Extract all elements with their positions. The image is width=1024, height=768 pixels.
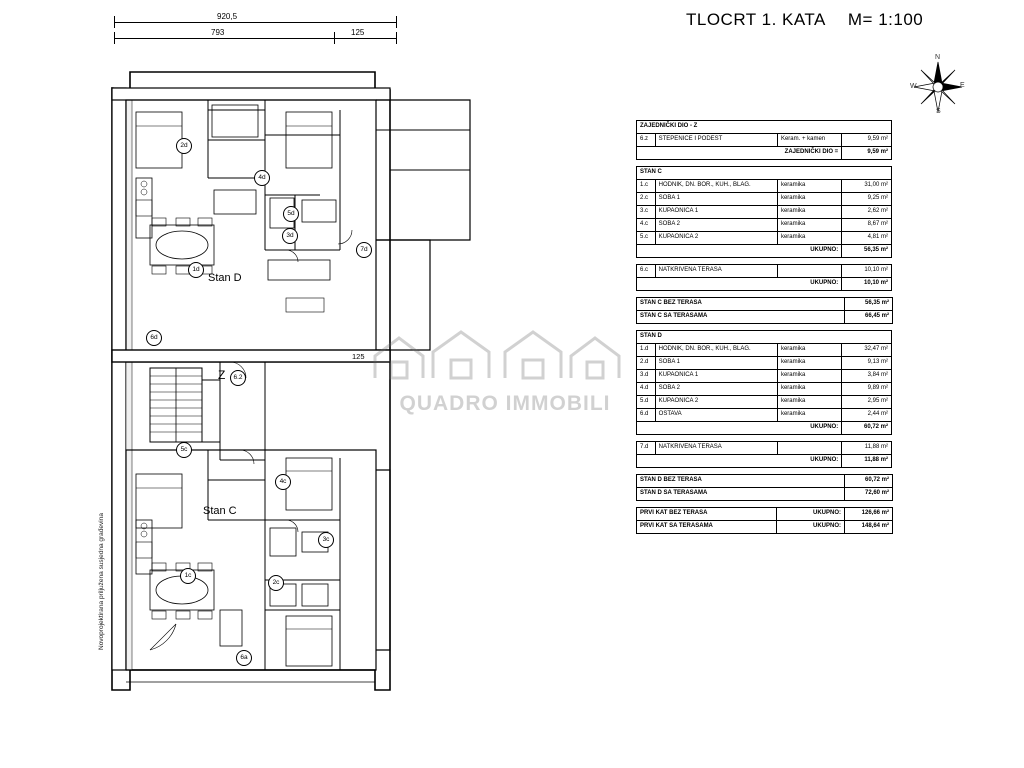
table-row [637,121,892,134]
floor-summary-area: 148,64 m² [845,521,893,534]
dimension-total-label: 920,5 [214,12,240,21]
common-total-area: 9,59 m² [842,147,892,160]
cell-name: SOBA 2 [655,383,777,396]
floor-summary-area: 126,66 m² [845,508,893,521]
unit-d-terrace-total-label: UKUPNO: [637,455,842,468]
dimension-tick [334,32,335,44]
cell-area: 9,59 m² [842,134,892,147]
title-text: TLOCRT 1. KATA [686,10,826,29]
cell-material [777,442,841,455]
table-row [637,167,892,180]
cell-area: 11,88 m² [842,442,892,455]
table-row [637,180,892,193]
cell-material: keramika [777,370,841,383]
table-row [637,298,893,311]
scale-text: M= 1:100 [847,10,924,29]
table-row [637,311,893,324]
cell-area: 10,10 m² [842,265,892,278]
table-floor-summary [636,507,893,534]
floor-summary-mid: UKUPNO: [777,521,845,534]
room-tag-3d: 3d [282,228,298,244]
cell-material: keramika [777,232,841,245]
compass-south-label: S [936,108,941,115]
room-tag-4d: 4d [254,170,270,186]
stair-zone-label: Z [218,368,226,382]
table-row [637,357,892,370]
table-row [637,193,892,206]
table-row [637,442,892,455]
dimension-bars [96,4,396,46]
cell-name: KUPAONICA 1 [655,206,777,219]
unit-c-subtotal-area: 56,35 m² [842,245,892,258]
summary-area: 72,60 m² [845,488,893,501]
table-row [637,147,892,160]
table-unit-c-terrace [636,264,892,291]
dimension-line-total [114,22,396,23]
dimension-left-label: 793 [208,28,227,37]
cell-area: 4,81 m² [842,232,892,245]
summary-area: 66,45 m² [845,311,893,324]
table-row [637,409,892,422]
cell-code: 7.d [637,442,656,455]
table-row [637,265,892,278]
unit-d-terrace-total-area: 11,88 m² [842,455,892,468]
cell-area: 32,47 m² [842,344,892,357]
table-unit-c-summary [636,297,893,324]
compass-east-label: E [960,82,965,89]
cell-code: 1.c [637,180,656,193]
cell-material: Keram. + kamen [777,134,841,147]
room-tag-5d: 5d [283,206,299,222]
cell-name: STEPENICE I PODEST [655,134,777,147]
summary-area: 60,72 m² [845,475,893,488]
page-title [686,10,923,30]
cell-area: 9,13 m² [842,357,892,370]
cell-name: SOBA 1 [655,193,777,206]
unit-d-subtotal-label: UKUPNO: [637,422,842,435]
table-row [637,344,892,357]
cell-material: keramika [777,219,841,232]
room-tag-3c: 3c [318,532,334,548]
dimension-line-right [334,38,396,39]
room-tag-7d: 7d [356,242,372,258]
cell-name: KUPAONICA 1 [655,370,777,383]
cell-code: 6.z [637,134,656,147]
compass-north-label: N [935,54,941,61]
table-row [637,521,893,534]
dimension-line-left [114,38,334,39]
cell-area: 2,95 m² [842,396,892,409]
summary-label: STAN C BEZ TERASA [637,298,845,311]
common-total-label: ZAJEDNIČKI DIO = [637,147,842,160]
unit-c-title: STAN C [637,167,892,180]
table-row [637,455,892,468]
cell-area: 2,62 m² [842,206,892,219]
cell-code: 6.d [637,409,656,422]
cell-area: 8,67 m² [842,219,892,232]
dimension-right-label: 125 [348,28,367,37]
table-row [637,488,893,501]
table-unit-d [636,330,892,435]
cell-area: 9,89 m² [842,383,892,396]
floor-summary-label: PRVI KAT SA TERASAMA [637,521,777,534]
cell-material: keramika [777,409,841,422]
room-tag-4c: 4c [275,474,291,490]
cell-code: 2.d [637,357,656,370]
inner-dimension-label: 125 [352,352,365,361]
table-row [637,508,893,521]
cell-code: 5.c [637,232,656,245]
cell-material: keramika [777,344,841,357]
cell-material: keramika [777,396,841,409]
room-tag-6a: 6a [236,650,252,666]
room-tag-2d: 2d [176,138,192,154]
cell-code: 4.d [637,383,656,396]
table-row [637,245,892,258]
table-unit-d-summary [636,474,893,501]
summary-area: 56,35 m² [845,298,893,311]
cell-material: keramika [777,383,841,396]
cell-name: NATKRIVENA TERASA [655,265,777,278]
compass-rose [908,56,968,118]
cell-name: SOBA 1 [655,357,777,370]
neighbour-building-note: Novoprojektirana priljužena susjedna građevina [98,513,105,650]
cell-area: 3,84 m² [842,370,892,383]
room-tag-6z: 6.2 [230,370,246,386]
area-schedule-tables [636,120,892,540]
room-tag-2c: 2c [268,575,284,591]
cell-code: 3.c [637,206,656,219]
dimension-tick [114,32,115,44]
cell-material: keramika [777,180,841,193]
compass-west-label: W [910,83,917,90]
floor-summary-mid: UKUPNO: [777,508,845,521]
cell-name: NATKRIVENA TERASA [655,442,777,455]
cell-area: 31,00 m² [842,180,892,193]
table-row [637,383,892,396]
cell-code: 6.c [637,265,656,278]
unit-c-terrace-total-label: UKUPNO: [637,278,842,291]
summary-label: STAN D SA TERASAMA [637,488,845,501]
cell-code: 4.c [637,219,656,232]
floor-plan-drawing [90,50,490,700]
dimension-tick [114,16,115,28]
unit-c-label: Stan C [203,505,237,517]
unit-c-subtotal-label: UKUPNO: [637,245,842,258]
cell-code: 1.d [637,344,656,357]
unit-d-subtotal-area: 60,72 m² [842,422,892,435]
summary-label: STAN D BEZ TERASA [637,475,845,488]
cell-code: 3.d [637,370,656,383]
table-unit-d-terrace [636,441,892,468]
table-row [637,475,893,488]
room-tag-1d: 1d [188,262,204,278]
cell-material: keramika [777,357,841,370]
cell-name: HODNIK, DN. BOR., KUH., BLAG. [655,344,777,357]
cell-name: KUPAONICA 2 [655,232,777,245]
table-row [637,134,892,147]
unit-d-label: Stan D [208,272,242,284]
table-common-area [636,120,892,160]
table-row [637,422,892,435]
watermark-text: QUADRO IMMOBILI [399,392,611,415]
cell-name: HODNIK, DN. BOR., KUH., BLAG. [655,180,777,193]
unit-d-title: STAN D [637,331,892,344]
floor-summary-label: PRVI KAT BEZ TERASA [637,508,777,521]
summary-label: STAN C SA TERASAMA [637,311,845,324]
room-tag-6d: 6d [146,330,162,346]
unit-c-terrace-total-area: 10,10 m² [842,278,892,291]
dimension-tick [396,16,397,28]
cell-name: KUPAONICA 2 [655,396,777,409]
table-row [637,219,892,232]
cell-area: 2,44 m² [842,409,892,422]
cell-code: 5.d [637,396,656,409]
cell-area: 9,25 m² [842,193,892,206]
cell-material: keramika [777,206,841,219]
cell-name: SOBA 2 [655,219,777,232]
room-tag-5c: 5c [176,442,192,458]
common-title: ZAJEDNIČKI DIO - Z [637,121,892,134]
table-row [637,206,892,219]
table-unit-c [636,166,892,258]
table-row [637,278,892,291]
cell-material [777,265,841,278]
table-row [637,331,892,344]
table-row [637,396,892,409]
dimension-tick [396,32,397,44]
table-row [637,232,892,245]
cell-name: OSTAVA [655,409,777,422]
cell-material: keramika [777,193,841,206]
room-tag-1c: 1c [180,568,196,584]
floor-plan-svg [90,50,490,700]
cell-code: 2.c [637,193,656,206]
table-row [637,370,892,383]
